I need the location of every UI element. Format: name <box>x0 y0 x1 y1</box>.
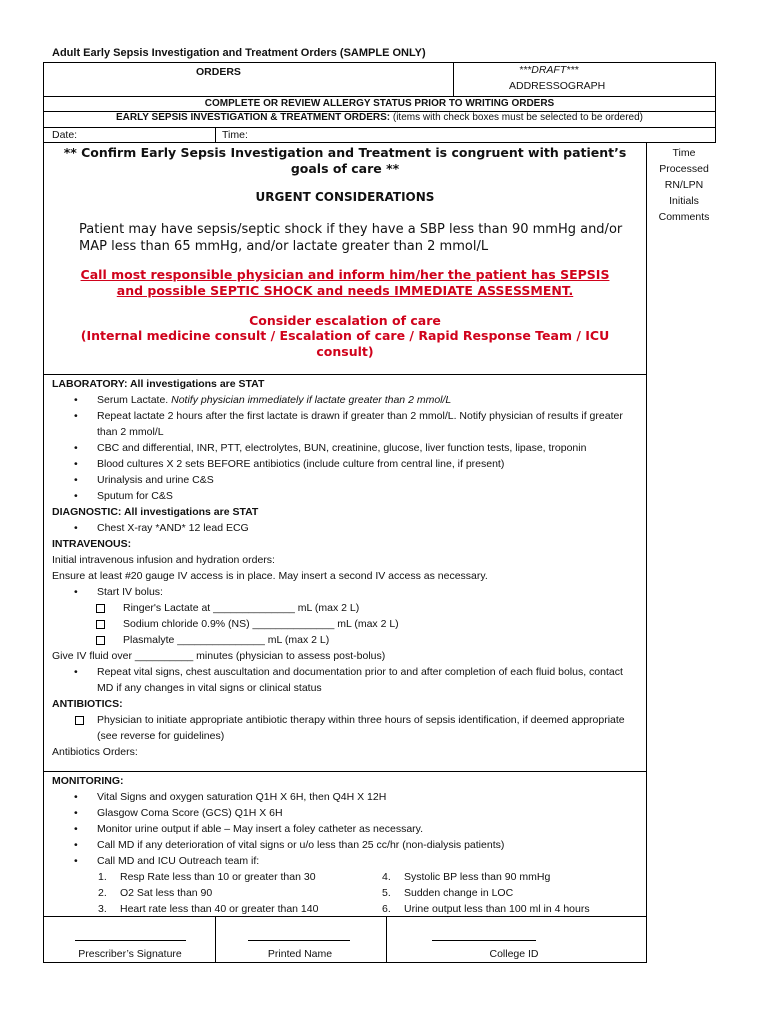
lab-list <box>52 392 642 504</box>
date-label: Date: <box>52 129 78 141</box>
lab-item-lactate-note: Notify physician immediately if lactate greater than 2 mmol/L <box>171 394 452 406</box>
ringers-label: Ringer's Lactate at ______________ mL (max 2 L) <box>123 602 360 614</box>
side-rn-lpn: RN/LPN <box>664 179 704 191</box>
date-time-divider <box>215 127 216 143</box>
allergy-notice: COMPLETE OR REVIEW ALLERGY STATUS PRIOR TO WRITING ORDERS <box>204 98 555 109</box>
call-physician: Call most responsible physician and inform him/her the patient has SEPSIS and possible SEPTIC SHOCK and needs IMMEDIATE ASSESSMENT. <box>80 267 610 298</box>
criteria-right <box>336 869 636 917</box>
monitoring-heading: MONITORING: <box>52 775 124 787</box>
iv-heading: INTRAVENOUS: <box>52 538 132 550</box>
criteria-item <box>52 869 362 885</box>
iv-line1: Initial intravenous infusion and hydration orders: <box>52 554 275 566</box>
criteria-number: 5. <box>382 887 391 899</box>
monitoring-item-vitals: • Vital Signs and oxygen saturation Q1H X 6H, then Q4H X 12H <box>52 789 642 805</box>
row-line-1 <box>43 96 716 97</box>
row-line-3 <box>43 127 716 128</box>
section-note: (items with check boxes must be selected to be ordered) <box>392 112 643 123</box>
iv-option-ns[interactable] <box>52 616 642 632</box>
prescriber-signature-label: Prescriber’s Signature <box>78 948 182 960</box>
lab-item-repeat-lactate: • Repeat lactate 2 hours after the first lactate is drawn if greater than 2 mmol/L. Notify physician of results if greater than 2 mmol/L <box>52 408 642 440</box>
criteria-number: 1. <box>98 871 107 883</box>
lab-item-sputum: • Sputum for C&S <box>52 488 642 504</box>
addressograph-label: ADDRESSOGRAPH <box>509 80 606 92</box>
criteria-item <box>336 901 636 917</box>
criteria-item <box>52 885 362 901</box>
frame-bottom <box>43 962 646 963</box>
row-line-4 <box>43 142 716 143</box>
diagnostic-heading: DIAGNOSTIC: All investigations are STAT <box>52 506 259 518</box>
criteria-number: 3. <box>98 903 107 915</box>
side-initials: Initials <box>669 195 699 207</box>
iv-bolus-label: • Start IV bolus: <box>52 584 642 600</box>
lab-heading: LABORATORY: All investigations are STAT <box>52 378 265 390</box>
diagnostic-item: • Chest X-ray *AND* 12 lead ECG <box>52 520 642 536</box>
escalation-detail: (Internal medicine consult / Escalation of care / Rapid Response Team / ICU consult) <box>80 328 610 359</box>
criteria-item <box>336 885 636 901</box>
criteria-text: Urine output less than 100 ml in 4 hours <box>404 903 590 915</box>
prescriber-signature-line[interactable] <box>75 940 186 941</box>
side-column-divider <box>646 142 647 963</box>
plasmalyte-checkbox[interactable] <box>96 636 105 645</box>
urgent-body: Patient may have sepsis/septic shock if they have a SBP less than 90 mmHg and/or MAP less than 65 mmHg, and/or lactate greater than 2 mmol/L <box>79 222 623 254</box>
side-comments: Comments <box>658 211 710 223</box>
college-id-label: College ID <box>489 948 539 960</box>
frame-top <box>43 62 716 63</box>
header-divider <box>453 62 454 96</box>
criteria-left <box>52 869 362 917</box>
plasmalyte-label: Plasmalyte _______________ mL (max 2 L) <box>123 634 330 646</box>
monitoring-block <box>52 773 642 917</box>
iv-option-plasmalyte[interactable] <box>52 632 642 648</box>
urgent-heading: URGENT CONSIDERATIONS <box>255 190 435 204</box>
ns-checkbox[interactable] <box>96 620 105 629</box>
draft-label: ***DRAFT*** <box>519 64 579 76</box>
frame-left <box>43 62 44 963</box>
antibiotics-checkbox[interactable] <box>75 716 84 725</box>
antibiotics-item[interactable] <box>52 712 642 744</box>
lab-item-lactate <box>52 392 642 408</box>
orders-body <box>52 376 642 760</box>
lab-item-lactate-text: Serum Lactate. <box>97 394 172 406</box>
iv-repeat-list <box>52 664 642 696</box>
criteria-number: 2. <box>98 887 107 899</box>
diagnostic-list <box>52 520 642 536</box>
antibiotics-item-label: Physician to initiate appropriate antibiotic therapy within three hours of sepsis identification, if deemed appropriate (see reverse for guidelines) <box>97 714 625 742</box>
sig-divider-2 <box>386 916 387 963</box>
ns-label: Sodium chloride 0.9% (NS) ______________ mL (max 2 L) <box>123 618 399 630</box>
criteria-text: Systolic BP less than 90 mmHg <box>404 871 551 883</box>
side-processed: Processed <box>659 163 709 175</box>
criteria-item <box>52 901 362 917</box>
lab-item-bloodwork: • CBC and differential, INR, PTT, electrolytes, BUN, creatinine, glucose, liver function tests, lipase, troponin <box>52 440 642 456</box>
section-title: EARLY SEPSIS INVESTIGATION & TREATMENT ORDERS: <box>115 112 391 123</box>
criteria-item <box>336 869 636 885</box>
college-id-line[interactable] <box>432 940 536 941</box>
escalation-heading: Consider escalation of care <box>249 313 441 328</box>
urgent-bottom-line <box>43 374 646 375</box>
antibiotics-heading: ANTIBIOTICS: <box>52 698 123 710</box>
monitoring-item-gcs: • Glasgow Coma Score (GCS) Q1H X 6H <box>52 805 642 821</box>
criteria-number: 4. <box>382 871 391 883</box>
iv-bolus-list <box>52 584 642 600</box>
monitoring-item-call-md: • Call MD and ICU Outreach team if: <box>52 853 642 869</box>
ringers-checkbox[interactable] <box>96 604 105 613</box>
orders-label: ORDERS <box>196 66 241 78</box>
criteria-number: 6. <box>382 903 391 915</box>
time-label: Time: <box>222 129 248 141</box>
section-heading <box>43 112 716 123</box>
antibiotics-orders-label: Antibiotics Orders: <box>52 746 138 758</box>
monitoring-list <box>52 789 642 869</box>
criteria-text: O2 Sat less than 90 <box>120 887 213 899</box>
monitoring-top-line <box>43 771 646 772</box>
side-column <box>646 145 722 225</box>
signature-top-line <box>43 916 646 917</box>
side-time: Time <box>672 147 696 159</box>
lab-item-blood-cultures: • Blood cultures X 2 sets BEFORE antibiotics (include culture from central line, if present) <box>52 456 642 472</box>
criteria-text: Heart rate less than 40 or greater than 140 <box>120 903 319 915</box>
monitoring-item-urine: • Monitor urine output if able – May insert a foley catheter as necessary. <box>52 821 642 837</box>
lab-item-urinalysis: • Urinalysis and urine C&S <box>52 472 642 488</box>
criteria-text: Sudden change in LOC <box>404 887 514 899</box>
form-title: Adult Early Sepsis Investigation and Treatment Orders (SAMPLE ONLY) <box>52 47 426 59</box>
iv-repeat-item: • Repeat vital signs, chest auscultation and documentation prior to and after completion of each fluid bolus, contact MD if any changes in vital signs or clinical status <box>52 664 642 696</box>
printed-name-label: Printed Name <box>267 948 333 960</box>
iv-option-ringers[interactable] <box>52 600 642 616</box>
criteria-text: Resp Rate less than 10 or greater than 30 <box>120 871 316 883</box>
iv-give-fluid: Give IV fluid over __________ minutes (physician to assess post-bolus) <box>52 650 386 662</box>
printed-name-line[interactable] <box>248 940 350 941</box>
monitoring-item-deterioration: • Call MD if any deterioration of vital signs or u/o less than 25 cc/hr (non-dialysis patients) <box>52 837 642 853</box>
confirm-goals: ** Confirm Early Sepsis Investigation and Treatment is congruent with patient’s goals of care ** <box>63 145 627 176</box>
sig-divider-1 <box>215 916 216 963</box>
iv-line2: Ensure at least #20 gauge IV access is in place. May insert a second IV access as necessary. <box>52 570 488 582</box>
criteria-grid <box>52 869 642 917</box>
